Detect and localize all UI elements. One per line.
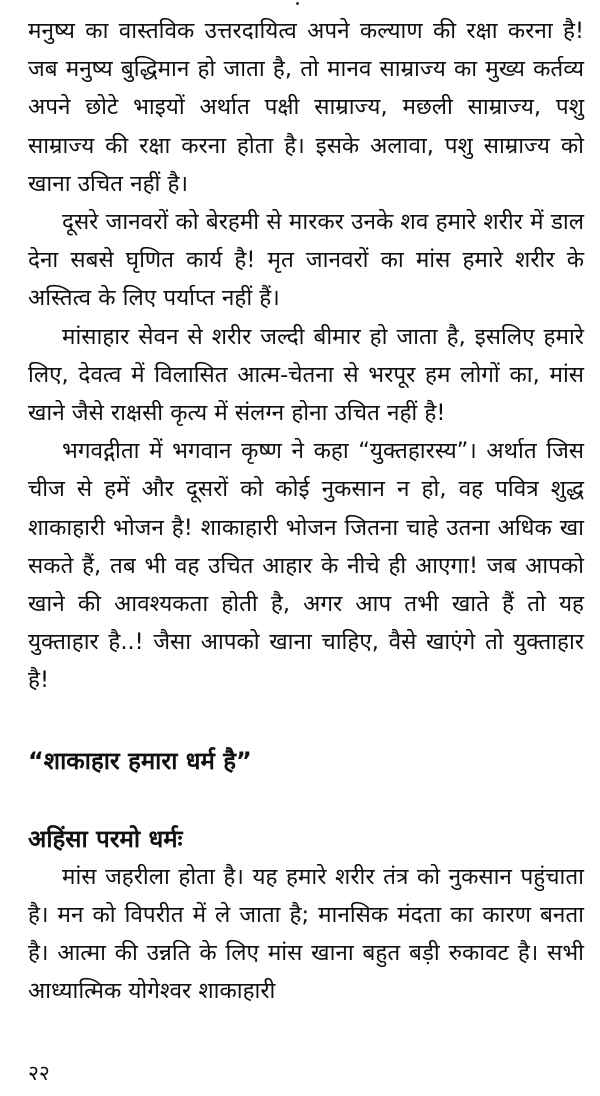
paragraph-responsibility: मनुष्य का वास्तविक उत्तरदायित्व अपने कल्याण की रक्षा करना है! जब मनुष्य बुद्धिमान हो जाता है, तो मानव साम्राज्य का मुख्य कर्तव्य अपने छोटे भाइयों अर्थात पक्षी साम्राज्य, मछली साम्राज्य, पशु साम्राज्य की रक्षा करना होता है। इसके अलावा, पशु साम्राज्य को खाना उचित नहीं है। (28, 18, 584, 197)
paragraph-cruelty: दूसरे जानवरों को बेरहमी से मारकर उनके शव हमारे शरीर में डाल देना सबसे घृणित कार्य है! मृत जानवरों का मांस हमारे शरीर के अस्तित्व के लिए पर्याप्त नहीं हैं। (28, 209, 584, 312)
paragraph-meat-poisonous: मांस जहरीला होता है। यह हमारे शरीर तंत्र को नुकसान पहुंचाता है। मन को विपरीत में ले जाता है; मानसिक मंदता का कारण बनता है। आत्मा की उन्नति के लिए मांस खाना बहुत बड़ी रुकावट है। सभी आध्यात्मिक योगेश्वर शाकाहारी (28, 863, 584, 1005)
heading-vegetarian-dharma: “शाकाहार हमारा धर्म है” (28, 746, 252, 775)
heading-ahimsa: अहिंसा परमो धर्मः (28, 824, 183, 853)
paragraph-illness: मांसाहार सेवन से शरीर जल्दी बीमार हो जाता है, इसलिए हमारे लिए, देवत्व में विलासित आत्म-चेतना से भरपूर हम लोगों का, मांस खाने जैसे राक्षसी कृत्य में संलग्न होना उचित नहीं है! (28, 323, 584, 427)
page-content (28, 12, 584, 1010)
paragraph-gita: भगवद्गीता में भगवान कृष्ण ने कहा “युक्तहारस्य”। अर्थात जिस चीज से हमें और दूसरों को कोई नुकसान न हो, वह पवित्र शुद्ध शाकाहारी भोजन है! शाकाहारी भोजन जितना चाहे उतना अधिक खा सकते हैं, तब भी वह उचित आहार के नीचे ही आएगा! जब आपको खाने की आवश्यकता होती है, अगर आप तभी खाते हैं तो यह युक्ताहार है..! जैसा आपको खाना चाहिए, वैसे खाएंगे तो युक्ताहार है! (28, 438, 584, 694)
page-number: २२ (28, 1061, 50, 1085)
top-dot-mark (296, 2, 299, 5)
